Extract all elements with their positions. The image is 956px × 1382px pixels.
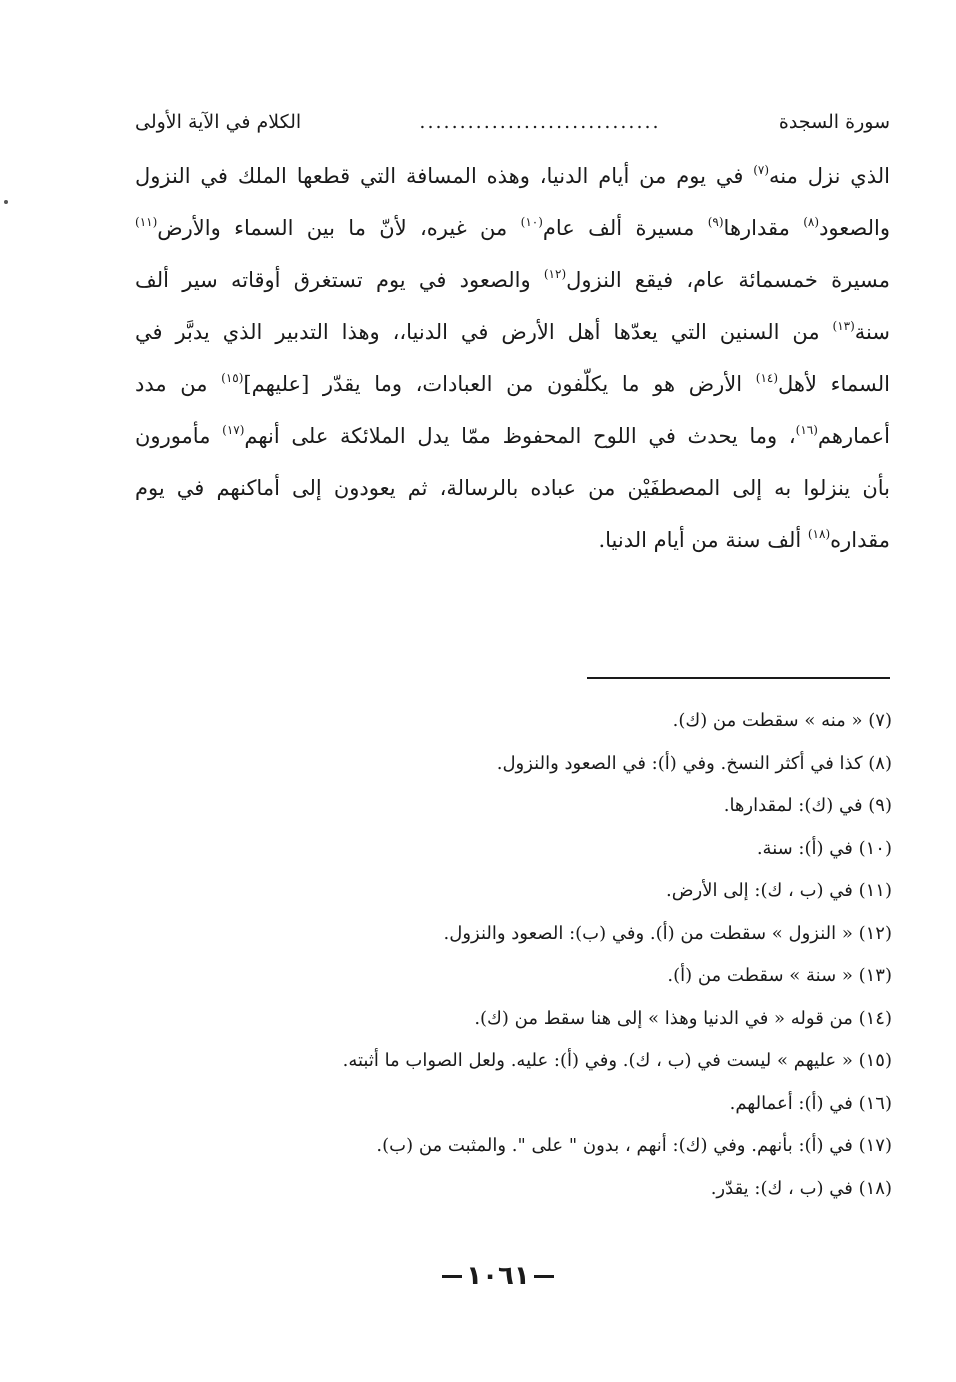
text-line — [135, 202, 890, 254]
footnote-item: (١٥) « عليهم » ليست في (ب ، ك). وفي (أ): عليه. ولعل الصواب ما أثبته. — [342, 1050, 892, 1071]
footnote-item: (٧) « منه » سقطت من (ك). — [672, 710, 892, 731]
footnote-marker: (٧) — [753, 163, 770, 177]
text-segment: من غيره، لأنّ ما بين السماء والأرض — [157, 216, 521, 240]
text-segment: مسيرة ألف عام — [542, 216, 708, 240]
footnote-marker: (١٣) — [832, 319, 855, 333]
text-line — [135, 410, 890, 462]
text-segment: أعمارهم — [817, 424, 890, 448]
text-segment: الذي نزل منه — [769, 164, 890, 188]
text-segment: والصعود في يوم تستغرق أوقاته سير ألف — [135, 268, 544, 292]
footnote-item: (١٧) في (أ): بأنهم. وفي (ك): أنهم ، بدون " على ". والمثبت من (ب). — [376, 1135, 892, 1156]
text-line — [135, 462, 890, 514]
page-number-dash — [534, 1275, 554, 1278]
footnote-item: (٨) كذا في أكثر النسخ. وفي (أ): في الصعود والنزول. — [496, 752, 892, 774]
text-segment: مقدارها — [723, 216, 804, 240]
footnote-marker: (١٦) — [795, 423, 818, 437]
footnote-marker: (١٨) — [807, 527, 831, 541]
text-segment: مقداره — [830, 528, 890, 552]
footnote-item: (١١) في (ب ، ك): إلى الأرض. — [666, 880, 892, 901]
main-text — [135, 150, 890, 566]
footnote-marker: (١٧) — [222, 423, 245, 437]
leader-dots: .............................. — [419, 111, 661, 133]
footnote-item: (١٦) في (أ): أعمالهم. — [729, 1092, 892, 1114]
text-segment: السماء لأهل — [778, 372, 891, 396]
surah-title: سورة السجدة — [778, 111, 890, 133]
footnote-marker: (١٠) — [520, 215, 543, 229]
text-segment: سنة — [854, 320, 890, 344]
text-segment: ، وما يحدث في اللوح المحفوظ ممّا يدل الملائكة على أنهم — [244, 424, 796, 448]
margin-speck — [4, 200, 8, 204]
text-segment: في يوم من أيام الدنيا، وهذه المسافة التي قطعها الملك في النزول — [135, 164, 754, 188]
footnote-marker: (٩) — [707, 215, 724, 229]
text-segment: الأرض هو ما يكلّفون من العبادات، وما يقدّر [عليهم] — [243, 372, 756, 396]
footnote-item: (١٢) « النزول » سقطت من (أ). وفي (ب): الصعود والنزول. — [443, 922, 892, 944]
text-line — [135, 358, 890, 410]
text-segment: ألف سنة من أيام الدنيا. — [598, 528, 808, 552]
text-segment: بأن ينزلوا به إلى المصطفَيْن من عباده بالرسالة، ثم يعودون إلى أماكنهم في يوم — [135, 476, 890, 500]
text-segment: مسيرة خمسمائة عام، فيقع النزول — [566, 268, 890, 292]
text-segment: من السنين التي يعدّها أهل الأرض في الدنيا،، وهذا التدبير الذي يدبَّر في — [135, 320, 833, 344]
footnote-item: (١٠) في (أ): سنة. — [756, 837, 892, 859]
page-number-dash — [442, 1275, 462, 1278]
text-segment: مأمورون — [135, 424, 223, 448]
page-number-value: ١٠٦١ — [466, 1261, 530, 1291]
footnote-marker: (١١) — [135, 215, 158, 229]
footnote-item: (١٨) في (ب ، ك): يقدّر. — [710, 1177, 892, 1199]
footnotes — [135, 700, 892, 1210]
footnote-marker: (١٤) — [755, 371, 779, 385]
text-line — [135, 306, 890, 358]
chapter-section-title: الكلام في الآية الأولى — [135, 111, 302, 133]
footnote-separator — [587, 677, 890, 679]
text-segment: والصعود — [819, 216, 890, 240]
footnote-marker: (١٢) — [543, 267, 567, 281]
text-line — [135, 514, 890, 566]
text-line — [135, 254, 890, 306]
footnote-item: (١٣) « سنة » سقطت من (أ). — [667, 965, 892, 986]
footnote-item: (٩) في (ك): لمقدارها. — [723, 795, 892, 816]
text-line — [135, 150, 890, 202]
footnote-marker: (٨) — [803, 215, 820, 229]
running-head — [135, 102, 890, 142]
footnote-item: (١٤) من قوله « في الدنيا وهذا » إلى هنا سقط من (ك). — [474, 1007, 892, 1029]
footnote-marker: (١٥) — [221, 371, 244, 385]
page-number — [428, 1254, 568, 1298]
text-segment: من مدد — [135, 372, 222, 396]
